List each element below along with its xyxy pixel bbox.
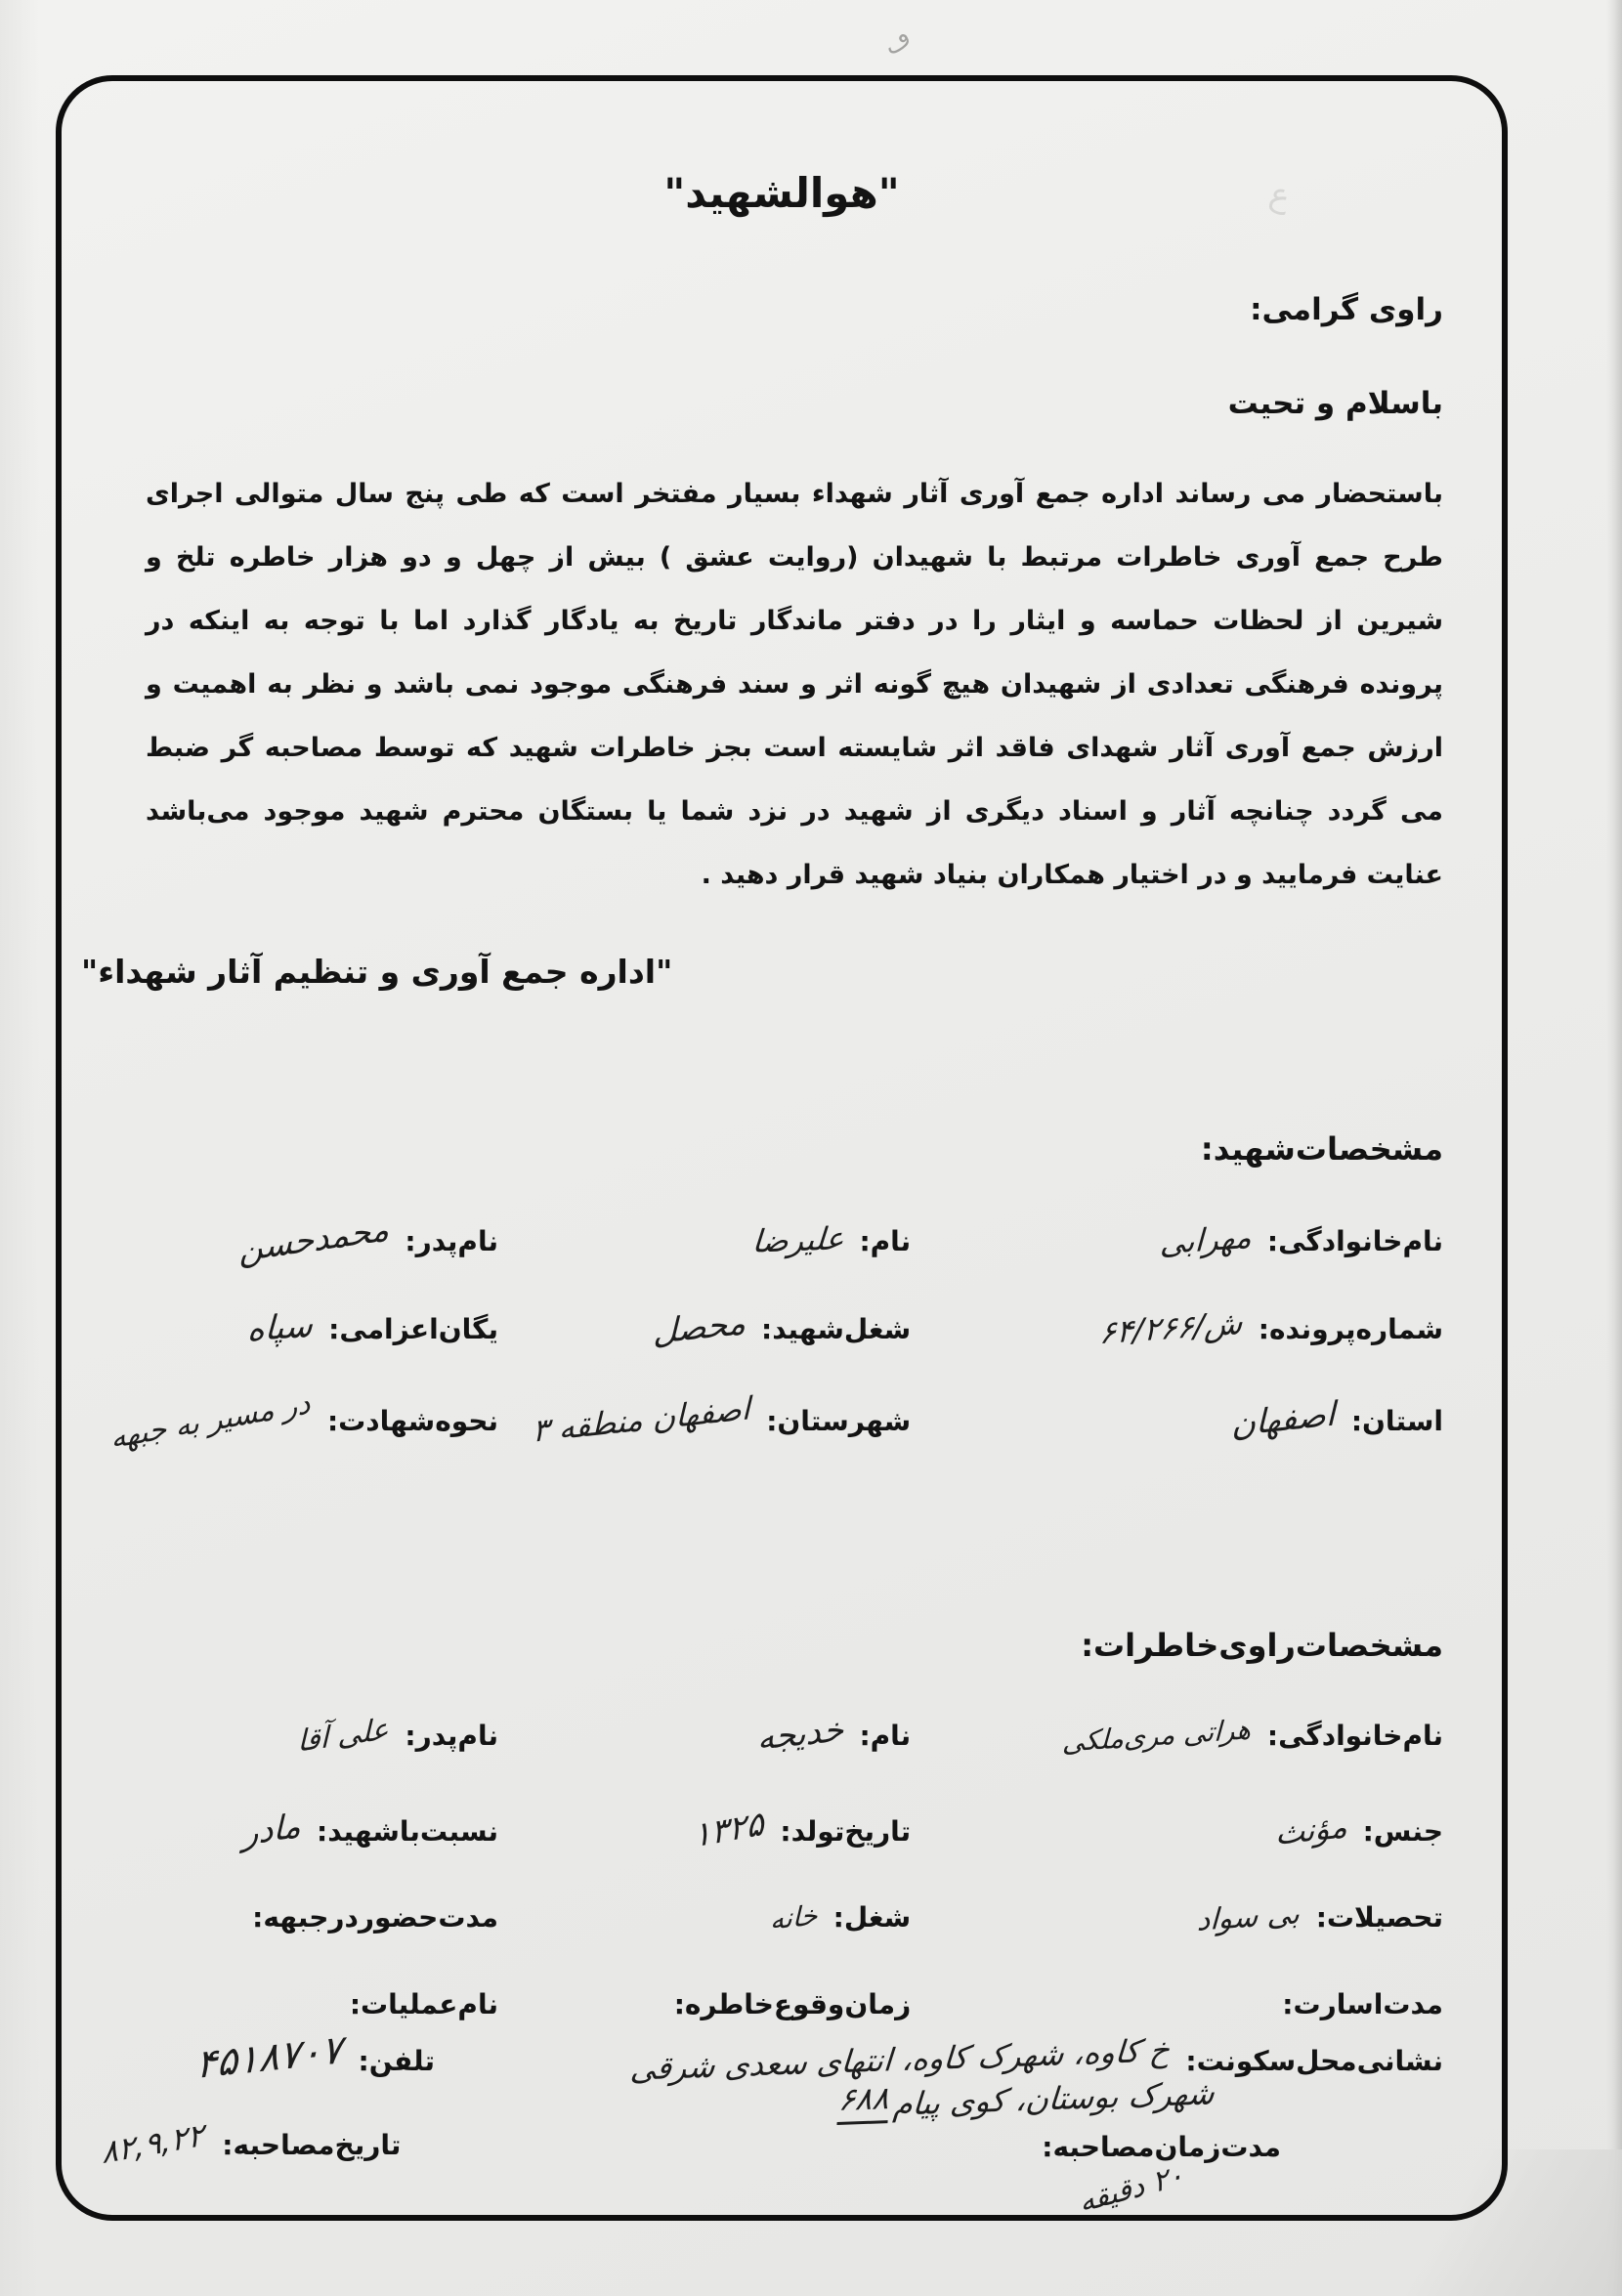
field-gender [911,1807,1443,1852]
martyr-row-file [112,1302,1443,1353]
handwritten-value: شهرک بوستان، کوی پیام [891,2074,1216,2123]
field-province [911,1394,1443,1445]
field-interview-duration-value [1076,2158,1187,2220]
field-label: نشانی‌محل‌سکونت: [1185,2045,1443,2077]
intro-line: می گردد چنانچه آثار و اسناد دیگری از شهید در نزد شما یا بستگان محترم شهید موجود می‌باشد [146,796,1443,827]
office-signature: "اداره جمع آوری و تنظیم آثار شهداء" [81,953,673,991]
field-label: نام: [859,1720,912,1752]
field-label: نام‌عملیات: [349,1988,498,2020]
field-label: نام‌خانوادگی: [1266,1720,1443,1752]
martyr-section-heading: مشخصات‌شهید: [1200,1130,1443,1168]
narrator-row-address [112,2027,1443,2088]
field-education [911,1896,1443,1938]
handwritten-value: سپاه [246,1305,314,1350]
scan-shadow-artifact [0,0,39,2296]
handwritten-value: بی سواد [1196,1896,1302,1938]
field-label: نام‌پدر: [405,1225,498,1257]
handwritten-value: در مسیر به جبهه [109,1385,312,1457]
handwritten-value: ۸۲,۹,۲۲ [100,2115,205,2172]
handwritten-value: هراتی مری‌ملکی [1062,1713,1253,1759]
field-birth-date [498,1804,912,1856]
field-label: نسبت‌باشهید: [317,1815,498,1848]
handwritten-value: محصل [652,1302,746,1353]
intro-line: شیرین از لحظات حماسه و ایثار را در دفتر ماندگار تاریخ به یادگار گذارد اما با توجه به اینکه در [146,606,1443,636]
field-narrator-father-name [112,1712,498,1760]
field-memory-time [498,1988,911,2020]
field-label: تحصیلات: [1315,1901,1443,1934]
field-label: جنس: [1362,1815,1443,1848]
field-label: یگان‌اعزامی: [328,1313,498,1345]
field-martyr-first-name [498,1221,911,1258]
intro-line: ارزش جمع آوری آثار شهدای فاقد اثر شایسته است بجز خاطرات شهید که توسط مصاحبه گر ضبط [146,733,1443,763]
intro-line: عنایت فرمایید و در اختیار همکاران بنیاد شهید قرار دهید . [701,860,1443,890]
intro-line: طرح جمع آوری خاطرات مرتبط با شهیدان (روایت عشق ) بیش از چهل و دو هزار خاطره تلخ و [146,542,1443,573]
field-label: مدت‌اسارت: [1282,1988,1443,2020]
handwritten-value: ش/۶۴/۲۶۶ [1098,1303,1244,1352]
field-phone [112,2027,435,2088]
intro-line: باستحضار می رساند اداره جمع آوری آثار شهداء بسیار مفتخر است که طی پنج سال متوالی اجرای [146,479,1443,509]
intro-line: پرونده فرهنگی تعدادی از شهیدان هیچ گونه اثر و سند فرهنگی موجود نمی باشد و نظر به اهمیت و [146,669,1443,700]
field-address-line2 [836,2074,1216,2124]
narrator-row-education [112,1896,1443,1938]
narrator-row-names [112,1710,1443,1760]
pen-mark-artifact: ڡ [878,22,917,62]
form-content [56,75,1508,2221]
field-relation-to-martyr [112,1806,498,1854]
field-label: تلفن: [358,2045,435,2077]
narrator-section-heading: مشخصات‌راوی‌خاطرات: [1081,1627,1443,1664]
field-martyrdom-manner [109,1385,498,1457]
field-interview-duration [1042,2131,1281,2163]
field-label: استان: [1350,1405,1443,1437]
field-dispatch-unit [112,1305,498,1350]
field-file-number [911,1303,1443,1352]
narrator-row-birth [112,1804,1443,1856]
field-captivity-duration [911,1988,1443,2020]
field-label: نام‌پدر: [405,1720,498,1752]
handwritten-value: اصفهان منطقه ۳ [532,1389,750,1450]
salutation-dear-narrator: راوی گرامی: [1250,292,1443,327]
page-title: "هوالشهید" [663,169,900,217]
field-label: زمان‌وقوع‌خاطره: [673,1988,912,2020]
salutation-greeting: باسلام و تحیت [1227,386,1443,421]
field-label: شغل‌شهید: [761,1313,912,1345]
field-label: نام: [859,1225,912,1257]
handwritten-value: مادر [242,1806,301,1854]
handwritten-value: ۴۵۱۸۷۰۷ [195,2027,343,2088]
field-label: نام‌خانوادگی: [1266,1225,1443,1257]
field-label: شهرستان: [766,1405,912,1437]
field-interview-date [100,2115,402,2172]
field-label: شماره‌پرونده: [1258,1313,1443,1345]
handwritten-value: خ کاوه، شهرک کاوه، انتهای سعدی شرقی [629,2031,1172,2088]
field-martyr-father-name [112,1210,498,1270]
intro-paragraph [146,462,1443,907]
handwritten-value: اصفهان [1231,1394,1336,1445]
field-label: تاریخ‌تولد: [780,1815,912,1848]
field-front-duration [112,1901,498,1934]
handwritten-value: محمدحسن [238,1210,389,1270]
field-martyr-family-name [911,1217,1443,1262]
field-county [498,1389,912,1450]
field-label: نحوه‌شهادت: [326,1405,498,1437]
martyr-row-location [109,1385,1443,1457]
handwritten-value: ۶۸۸ [836,2079,890,2125]
field-label: شغل: [832,1901,912,1934]
field-narrator-job [498,1898,912,1936]
handwritten-value: مؤنث [1274,1807,1347,1852]
field-label: مدت‌حضوردرجبهه: [252,1901,498,1934]
handwritten-value: ۲۰ دقیقه [1076,2158,1187,2220]
scan-edge-artifact [1606,0,1622,2296]
handwritten-value: خانه [770,1898,818,1936]
field-narrator-family-name [911,1713,1443,1759]
field-martyr-job [498,1302,912,1353]
handwritten-value: مهرابی [1159,1217,1253,1262]
field-narrator-first-name [498,1710,912,1759]
field-operation-name [112,1988,498,2020]
narrator-row-memory [112,1988,1443,2020]
handwritten-value: علیرضا [750,1219,845,1260]
pencil-mark-artifact: ع [1265,174,1296,217]
field-label: تاریخ‌مصاحبه: [222,2129,402,2161]
field-label: مدت‌زمان‌مصاحبه: [1042,2131,1281,2163]
handwritten-value: خدیجه [757,1710,844,1759]
field-address [435,2031,1443,2088]
handwritten-value: علی آقا [297,1712,389,1760]
handwritten-value: ۱۳۲۵ [692,1804,766,1856]
martyr-row-names [112,1210,1443,1270]
